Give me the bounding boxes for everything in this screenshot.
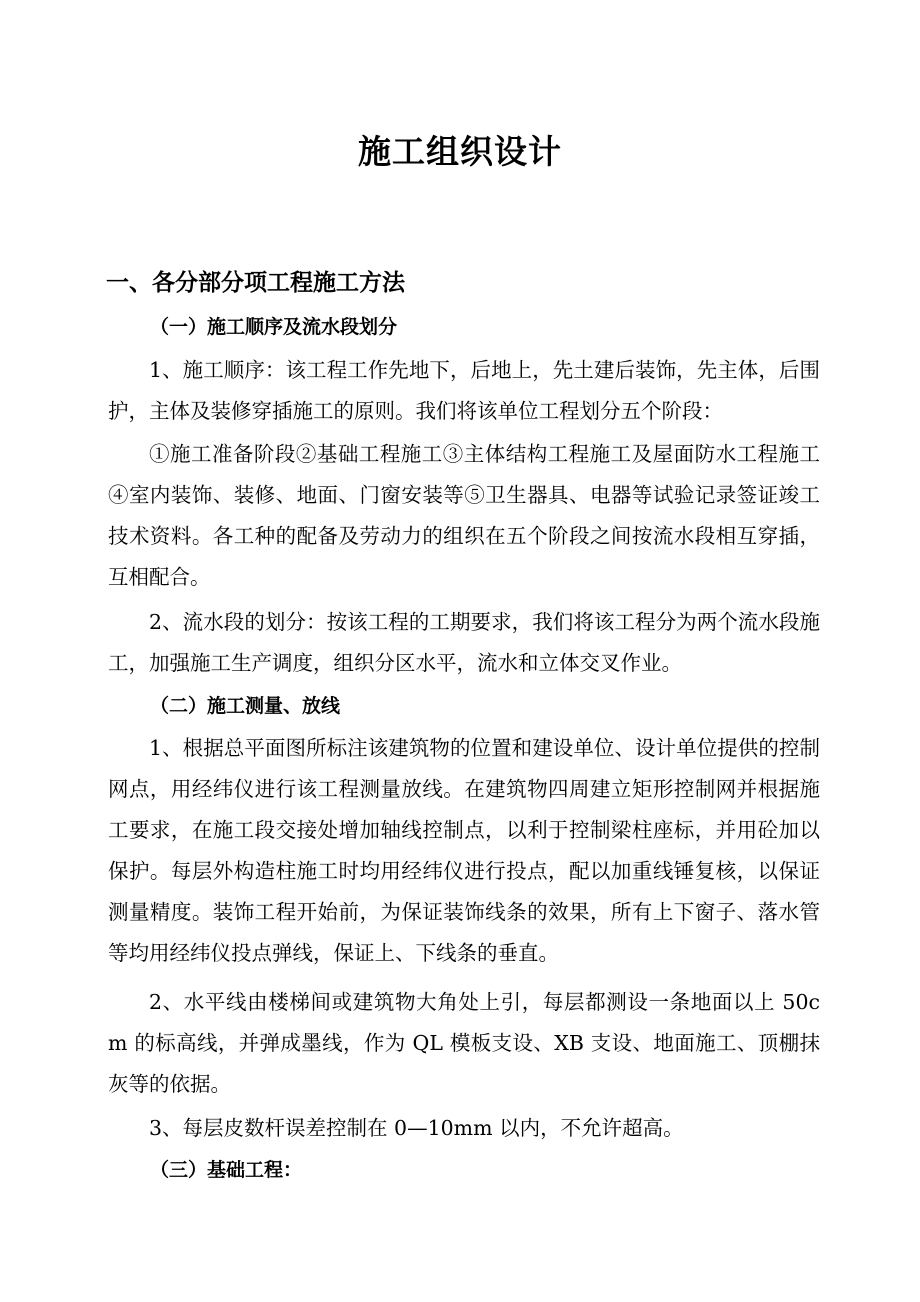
section-heading-construction-methods: 一、各分部分项工程施工方法 — [106, 269, 405, 296]
subsection-heading-sequence: （一）施工顺序及流水段划分 — [150, 316, 398, 338]
subsection-heading-survey: （二）施工测量、放线 — [150, 695, 341, 717]
paragraph-stages: ①施工准备阶段②基础工程施工③主体结构工程施工及屋面防水工程施工④室内装饰、装修、地面、门窗安装等⑤卫生器具、电器等试验记录签证竣工技术资料。各工种的配备及劳动力的组织在五个阶段之间按流水段相互穿插，互相配合。 — [108, 442, 820, 589]
paragraph-story-pole: 3、每层皮数杆误差控制在 0—10mm 以内，不允许超高。 — [149, 1116, 684, 1140]
paragraph-survey-control: 1、根据总平面图所标注该建筑物的位置和建设单位、设计单位提供的控制网点，用经纬仪进行该工程测量放线。在建筑物四周建立矩形控制网并根据施工要求，在施工段交接处增加轴线控制点，以利于控制梁柱座标，并用砼加以保护。每层外构造柱施工时均用经纬仪进行投点，配以加重线锤复核，以保证测量精度。装饰工程开始前，为保证装饰线条的效果，所有上下窗子、落水管等均用经纬仪投点弹线，保证上、下线条的垂直。 — [108, 736, 820, 965]
subsection-heading-foundation: （三）基础工程： — [150, 1159, 303, 1181]
document-title: 施工组织设计 — [358, 132, 562, 171]
paragraph-flow-sections: 2、流水段的划分：按该工程的工期要求，我们将该工程分为两个流水段施工，加强施工生产调度，组织分区水平，流水和立体交叉作业。 — [108, 610, 820, 675]
paragraph-elevation-line: 2、水平线由楼梯间或建筑物大角处上引，每层都测设一条地面以上 50cm 的标高线，并弹成墨线，作为 QL 模板支设、XB 支设、地面施工、顶棚抹灰等的依据。 — [108, 990, 820, 1096]
paragraph-sequence: 1、施工顺序：该工程工作先地下，后地上，先土建后装饰，先主体，后围护，主体及装修穿插施工的原则。我们将该单位工程划分五个阶段： — [108, 358, 820, 423]
